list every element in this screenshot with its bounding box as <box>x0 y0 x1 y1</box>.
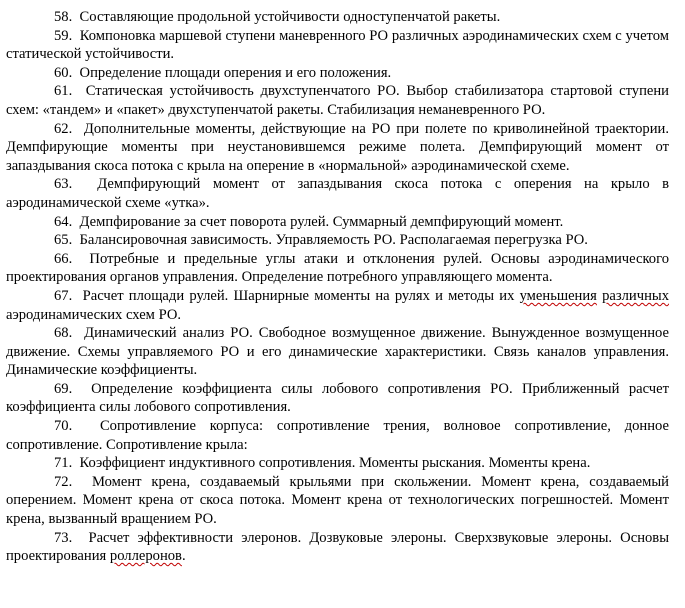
item-text: Момент крена, создаваемый крыльями при скольжении. Момент крена, создаваемый оперением. Момент крена от скоса потока. Момент крена от технологических погрешностей. Момент крена, вызванный вращением РО. <box>6 473 669 528</box>
item-text: аэродинамических схем РО. <box>6 306 182 323</box>
item-number: 70. <box>54 418 73 435</box>
spellcheck-word[interactable]: роллеронов <box>109 548 182 565</box>
list-item-70 <box>6 417 669 454</box>
list-item-73 <box>6 529 669 566</box>
item-text: Составляющие продольной устойчивости одноступенчатой ракеты. <box>79 9 501 25</box>
item-number: 69. <box>54 380 73 397</box>
list-item-68 <box>6 324 669 380</box>
item-number: 58. <box>54 9 73 25</box>
item-number: 62. <box>54 120 73 137</box>
list-item-64 <box>6 213 669 232</box>
list-item-66 <box>6 250 669 287</box>
item-text: Коэффициент индуктивного сопротивления. Моменты рыскания. Моменты крена. <box>79 455 591 472</box>
list-item-69 <box>6 380 669 417</box>
item-text: Потребные и предельные углы атаки и отклонения рулей. Основы аэродинамического проектирования органов управления. Определение потребного управляющего момента. <box>6 250 670 286</box>
item-text: Демпфирующий момент от запаздывания скоса потока с оперения на крыло в аэродинамической схеме «утка». <box>6 176 669 211</box>
item-number: 73. <box>54 529 73 546</box>
item-number: 72. <box>54 473 73 490</box>
item-text: Определение площади оперения и его положения. <box>79 64 392 81</box>
item-text: Компоновка маршевой ступени маневренного РО различных аэродинамических схем с учетом статической устойчивости. <box>6 27 669 63</box>
list-item-61 <box>6 82 669 119</box>
list-item-71 <box>6 454 669 473</box>
item-number: 67. <box>54 287 73 304</box>
item-text: Расчет эффективности элеронов. Дозвуковые элероны. Сверхзвуковые элероны. Основы проектирования <box>6 529 669 565</box>
list-item-60 <box>6 64 669 83</box>
item-number: 61. <box>54 83 73 100</box>
list-item-58 <box>6 8 669 27</box>
item-number: 60. <box>54 64 73 81</box>
item-text: Дополнительные моменты, действующие на РО при полете по криволинейной траектории. Демпфирующие моменты при неустановившемся режиме полета. Демпфирующий момент от запаздывания скоса потока с крыла на оперение в «нормальной» аэродинамической схеме. <box>6 120 670 174</box>
spellcheck-word[interactable]: уменьшения <box>519 287 597 304</box>
item-text: Сопротивление корпуса: сопротивление трения, волновое сопротивление, донное сопротивление. Сопротивление крыла: <box>6 418 670 453</box>
item-number: 68. <box>54 325 73 342</box>
item-text: Статическая устойчивость двухступенчатого РО. Выбор стабилизатора стартовой ступени схем: «тандем» и «пакет» двухступенчатой ракеты. Стабилизация неманевренного РО. <box>6 83 669 118</box>
list-item-63 <box>6 175 669 212</box>
list-item-65 <box>6 231 669 250</box>
spellcheck-word[interactable]: различных <box>602 287 669 304</box>
item-number: 65. <box>54 232 73 249</box>
list-item-59 <box>6 27 669 64</box>
item-text: . <box>181 548 186 565</box>
item-text: Динамический анализ РО. Свободное возмущенное движение. Вынужденное возмущенное движение. Схемы управляемого РО и его динамические характеристики. Связь каналов управления. Динамические коэффициенты. <box>6 325 669 379</box>
item-number: 64. <box>54 213 73 230</box>
item-number: 66. <box>54 250 73 267</box>
item-text: Демпфирование за счет поворота рулей. Суммарный демпфирующий момент. <box>79 213 564 230</box>
item-number: 59. <box>54 27 73 44</box>
list-item-72 <box>6 473 669 529</box>
item-number: 71. <box>54 455 73 472</box>
list-item-67 <box>6 287 669 324</box>
item-text: Расчет площади рулей. Шарнирные моменты на рулях и методы их <box>82 287 520 304</box>
item-number: 63. <box>54 176 73 193</box>
document-page <box>6 8 669 566</box>
item-text: Определение коэффициента силы лобового сопротивления РО. Приближенный расчет коэффициента силы лобового сопротивления. <box>6 380 669 416</box>
list-item-62 <box>6 120 669 176</box>
item-text: Балансировочная зависимость. Управляемость РО. Располагаемая перегрузка РО. <box>79 232 588 249</box>
